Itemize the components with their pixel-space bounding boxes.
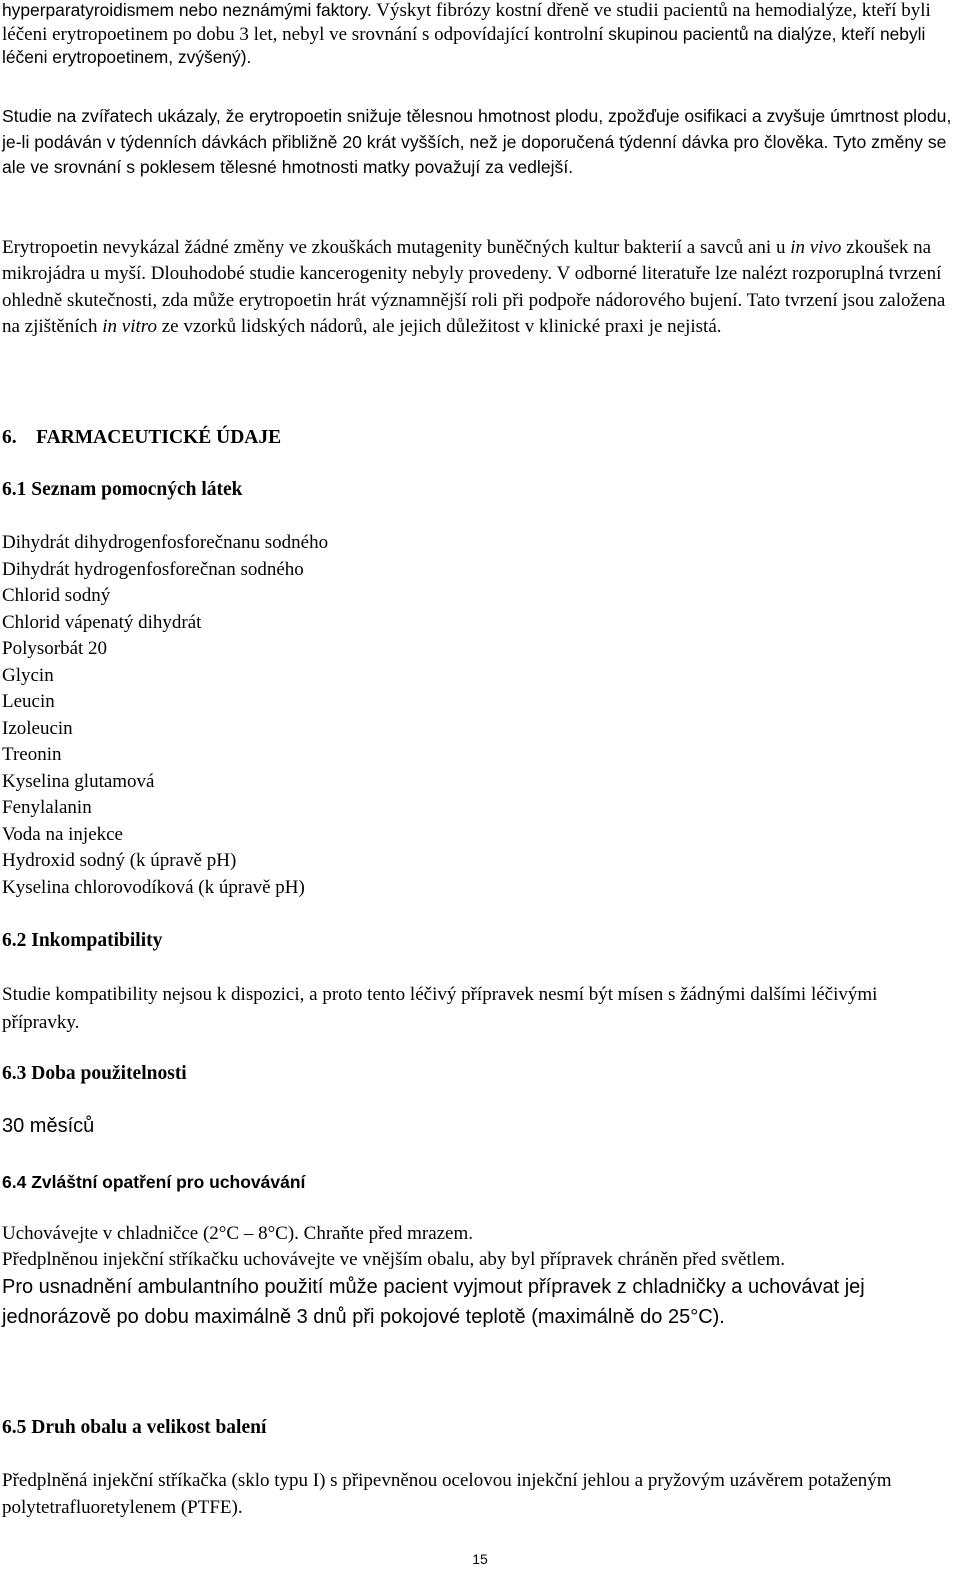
- page-number: 15: [472, 1551, 488, 1567]
- italic-in-vitro: in vitro: [102, 315, 157, 337]
- mutagenicity-text-1: Erytropoetin nevykázal žádné změny ve zkouškách mutagenity buněčných kultur bakterií a savců ani u: [2, 237, 791, 258]
- list-item: Chlorid vápenatý dihydrát: [2, 611, 202, 633]
- list-item: Chlorid sodný: [2, 585, 111, 606]
- mutagenicity-paragraph: [2, 235, 954, 340]
- list-item: Dihydrát hydrogenfosforečnan sodného: [2, 558, 304, 580]
- section-6-2-heading: 6.2 Inkompatibility: [2, 930, 163, 951]
- list-item: Hydroxid sodný (k úpravě pH): [2, 850, 237, 871]
- mutagenicity-text-2: zkoušek na mikrojádra u myší. Dlouhodobé studie kancerogenity nebyly provedeny.: [2, 237, 932, 285]
- list-item: Polysorbát 20: [2, 638, 108, 659]
- list-item: Leucin: [2, 691, 55, 712]
- list-item: Dihydrát dihydrogenfosforečnanu sodného: [2, 532, 329, 553]
- intro-text-serif: Výskyt fibrózy kostní dřeně ve studii pacientů na hemodialýze, kteří byli léčeni erytropoetinem po dobu 3 let, nebyl ve srovnání s odpovídající kontrolní: [2, 0, 931, 45]
- section-6-3-text: 30 měsíců: [2, 1115, 95, 1137]
- italic-in-vivo: in vivo: [790, 237, 842, 258]
- section-6-2-text: Studie kompatibility nejsou k dispozici, a proto tento léčivý přípravek nesmí být mísen s žádnými dalšími léčivými přípravky.: [2, 984, 878, 1033]
- list-item: Kyselina chlorovodíková (k úpravě pH): [2, 876, 305, 898]
- animal-studies-paragraph: Studie na zvířatech ukázaly, že erytropoetin snižuje tělesnou hmotnost plodu, zpožďuje osifikaci a zvyšuje úmrtnost plodu, je-li podáván v týdenních dávkách přibližně 20 krát vyšších, než je doporučená týdenní dávka pro člověka. Tyto změny se ale ve srovnání s poklesem tělesné hmotnosti matky považují za vedlejší.: [2, 106, 952, 177]
- intro-text-sans: hyperparatyroidismem nebo neznámými faktory.: [2, 0, 372, 20]
- literature-text-2: ze vzorků lidských nádorů, ale jejich důležitost v klinické praxi je nejistá.: [156, 315, 722, 337]
- section-6-5-text: Předplněná injekční stříkačka (sklo typu I) s připevněnou ocelovou injekční jehlou a pryžovým uzávěrem potaženým polytetrafluoretylenem (PTFE).: [2, 1470, 892, 1518]
- literature-text-1: V odborné literatuře lze nalézt rozporuplná tvrzení ohledně skutečnosti, zda může erytropoetin hrát významnější roli při podpoře nádorového bujení. Tato tvrzení jsou založena na zjištěních: [2, 263, 946, 337]
- excipient-list: [2, 530, 954, 901]
- section-6-3-heading: 6.3 Doba použitelnosti: [2, 1063, 187, 1084]
- section-6-heading: 6. FARMACEUTICKÉ ÚDAJE: [2, 427, 282, 448]
- section-6-4-body: [2, 1221, 954, 1332]
- list-item: Fenylalanin: [2, 797, 92, 818]
- storage-light-text: Předplněnou injekční stříkačku uchovávejte ve vnějším obalu, aby byl přípravek chráněn před světlem.: [2, 1249, 785, 1270]
- storage-temperature-text: Uchovávejte v chladničce (2°C – 8°C). Chraňte před mrazem.: [2, 1223, 474, 1244]
- section-6-5-heading: 6.5 Druh obalu a velikost balení: [2, 1417, 267, 1438]
- list-item: Kyselina glutamová: [2, 770, 155, 792]
- intro-text-tail: skupinou pacientů na dialýze, kteří nebyli léčeni erytropoetinem, zvýšený).: [2, 24, 926, 67]
- storage-ambulatory-text: Pro usnadnění ambulantního použití může pacient vyjmout přípravek z chladničky a uchovávat jej jednorázově po dobu maximálně 3 dnů při pokojové teplotě (maximálně do 25°C).: [2, 1276, 865, 1328]
- section-6-4-heading: 6.4 Zvláštní opatření pro uchovávání: [2, 1172, 306, 1192]
- list-item: Izoleucin: [2, 717, 73, 739]
- list-item: Glycin: [2, 664, 54, 686]
- list-item: Treonin: [2, 744, 62, 765]
- section-6-1-heading: 6.1 Seznam pomocných látek: [2, 479, 243, 500]
- list-item: Voda na injekce: [2, 823, 123, 845]
- intro-paragraph: [2, 0, 954, 69]
